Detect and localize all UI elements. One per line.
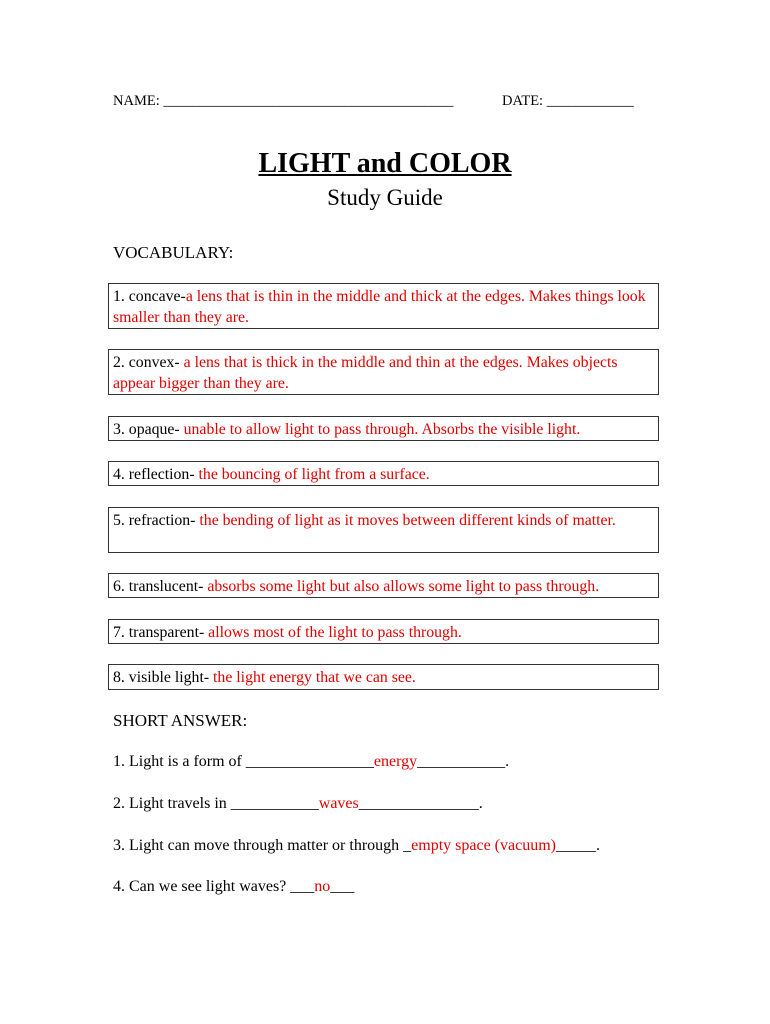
- vocab-item-convex: [108, 349, 659, 395]
- vocab-item-reflection: [108, 461, 659, 486]
- name-label: NAME:: [113, 93, 160, 109]
- vocab-item-visible-light: [108, 664, 659, 690]
- vocab-definition: a lens that is thick in the middle and thin at the edges. Makes objects appear bigger than they are.: [113, 354, 618, 392]
- vocab-term: 2. convex-: [113, 354, 180, 371]
- vocab-definition: absorbs some light but also allows some light to pass through.: [203, 578, 600, 595]
- vocabulary-heading: VOCABULARY:: [113, 243, 234, 262]
- vocab-definition: the bending of light as it moves between different kinds of matter.: [195, 512, 616, 529]
- vocab-term: 7. transparent-: [113, 624, 205, 641]
- vocab-term: 6. translucent-: [113, 578, 204, 595]
- short-answer-item: [113, 837, 600, 855]
- vocab-item-transparent: [108, 619, 659, 644]
- vocab-item-concave: [108, 283, 659, 329]
- date-blank: ____________: [546, 93, 634, 109]
- short-answer-item: [113, 753, 509, 771]
- vocab-term: 5. refraction-: [113, 512, 196, 529]
- answer-text: energy: [373, 753, 418, 770]
- vocab-definition: unable to allow light to pass through. Absorbs the visible light.: [179, 421, 581, 438]
- page-subtitle: Study Guide: [327, 185, 443, 210]
- date-label: DATE:: [502, 93, 544, 109]
- question-text: 1. Light is a form of ________________: [113, 753, 374, 770]
- vocab-item-refraction: [108, 507, 659, 553]
- vocab-definition: allows most of the light to pass through.: [204, 624, 462, 641]
- vocab-term: 1. concave-: [113, 288, 186, 305]
- vocab-definition: a lens that is thin in the middle and thick at the edges. Makes things look smaller than they are.: [113, 288, 646, 326]
- short-answer-item: [113, 878, 354, 896]
- name-blank: ________________________________________: [163, 93, 454, 109]
- short-answer-heading: SHORT ANSWER:: [113, 711, 248, 730]
- question-text: 2. Light travels in ___________: [113, 795, 319, 812]
- name-field: [113, 93, 453, 110]
- answer-text: empty space (vacuum): [411, 837, 556, 854]
- question-tail: ___: [330, 878, 355, 895]
- vocab-definition: the bouncing of light from a surface.: [194, 466, 430, 483]
- date-field: [502, 93, 634, 110]
- page-title: LIGHT and COLOR: [258, 148, 512, 179]
- vocab-term: 4. reflection-: [113, 466, 195, 483]
- vocab-item-translucent: [108, 573, 659, 598]
- question-tail: ___________.: [417, 753, 510, 770]
- vocab-term: 8. visible light-: [113, 669, 210, 686]
- question-text: 3. Light can move through matter or through _: [113, 837, 412, 854]
- question-tail: _______________.: [358, 795, 483, 812]
- vocab-term: 3. opaque-: [113, 421, 180, 438]
- question-tail: _____.: [555, 837, 600, 854]
- vocab-definition: the light energy that we can see.: [209, 669, 416, 686]
- answer-text: waves: [318, 795, 359, 812]
- vocab-item-opaque: [108, 416, 659, 441]
- short-answer-item: [113, 795, 483, 813]
- question-text: 4. Can we see light waves? ___: [113, 878, 315, 895]
- answer-text: no: [314, 878, 331, 895]
